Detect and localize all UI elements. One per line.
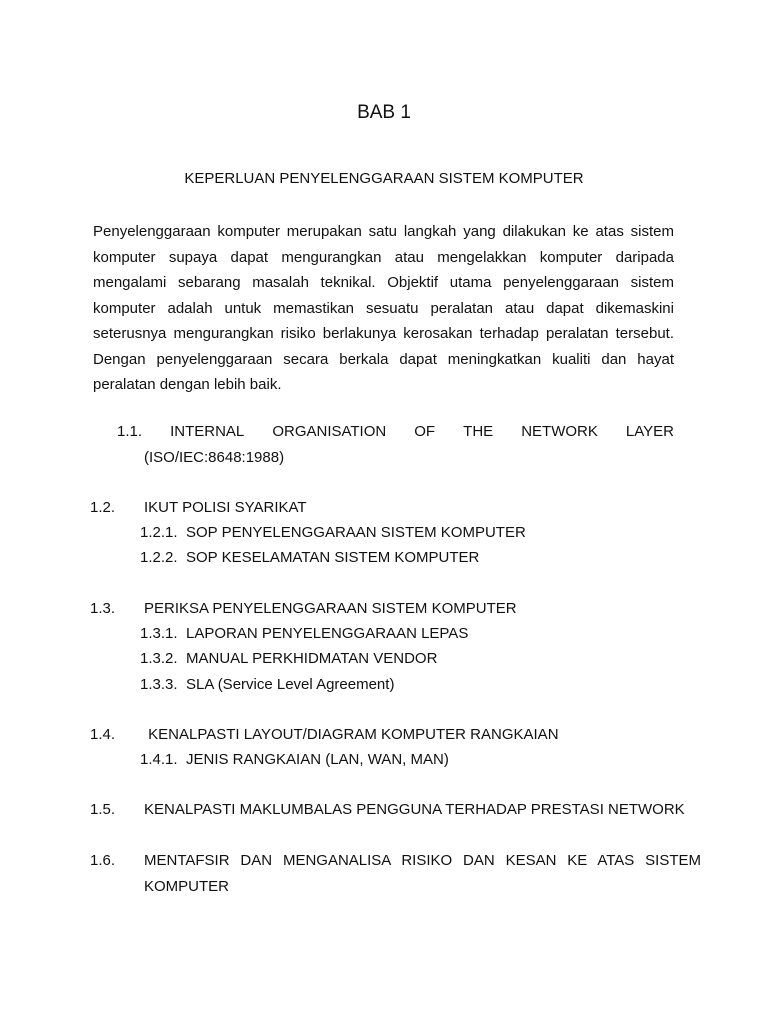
item-word: LAYER [625,423,674,440]
item-continuation: (ISO/IEC:8648:1988) [144,448,285,466]
chapter-heading: BAB 1 [357,102,411,123]
list-item-1-3 [90,596,701,622]
item-number: 1.6. [90,852,116,869]
item-text: PERIKSA PENYELENGGARAAN SISTEM KOMPUTER [144,600,517,617]
sub-text: LAPORAN PENYELENGGARAAN LEPAS [186,625,469,642]
item-number: 1.5. [90,801,116,818]
sub-item-1-2-1 [140,520,526,546]
sub-text: SOP KESELAMATAN SISTEM KOMPUTER [186,549,480,566]
list-item-1-6 [90,848,701,899]
section-title: KEPERLUAN PENYELENGGARAAN SISTEM KOMPUTER [184,170,584,187]
item-word: INTERNAL [170,423,245,440]
item-word: OF [414,423,436,440]
sub-item-1-3-2 [140,646,437,672]
item-number: 1.4. [90,726,116,743]
sub-item-1-3-1 [140,621,468,647]
item-word: NETWORK [521,423,598,440]
item-text: IKUT POLISI SYARIKAT [144,499,307,516]
item-text: KENALPASTI LAYOUT/DIAGRAM KOMPUTER RANGKAIAN [144,726,559,743]
item-text: KENALPASTI MAKLUMBALAS PENGGUNA TERHADAP PRESTASI NETWORK [144,801,685,818]
list-item-1-2 [90,495,701,521]
sub-item-1-4-1 [140,747,449,773]
intro-paragraph: Penyelenggaraan komputer merupakan satu langkah yang dilakukan ke atas sistem komputer supaya dapat mengurangkan atau mengelakkan komputer daripada mengalami sebarang masalah teknikal. Objektif utama penyelenggaraan sistem komputer adalah untuk memastikan sesuatu peralatan atau dapat dikemaskini seterusnya mengurangkan risiko berlakunya kerosakan terhadap peralatan tersebut. Dengan penyelenggaraan secara berkala dapat meningkatkan kualiti dan hayat peralatan dengan lebih baik. [93,223,674,393]
list-item-1-5 [90,797,701,823]
item-number: 1.3. [90,600,116,617]
sub-number: 1.2.1. [140,524,178,541]
sub-text: MANUAL PERKHIDMATAN VENDOR [186,650,438,667]
item-number: 1.2. [90,499,116,516]
item-word: THE [463,423,494,440]
list-item-1-4 [90,722,701,748]
sub-number: 1.3.3. [140,676,178,693]
sub-number: 1.2.2. [140,549,178,566]
sub-text: SLA (Service Level Agreement) [186,676,395,693]
sub-text: SOP PENYELENGGARAAN SISTEM KOMPUTER [186,524,526,541]
item-text: MENTAFSIR DAN MENGANALISA RISIKO DAN KESAN KE ATAS SISTEM KOMPUTER [144,852,701,895]
sub-text: JENIS RANGKAIAN (LAN, WAN, MAN) [186,751,449,768]
sub-item-1-3-3 [140,672,394,698]
sub-number: 1.3.1. [140,625,178,642]
item-number: 1.1. [117,423,143,440]
sub-number: 1.3.2. [140,650,178,667]
sub-item-1-2-2 [140,545,479,571]
list-item-1-1 [117,419,674,470]
item-word: ORGANISATION [272,423,387,440]
sub-number: 1.4.1. [140,751,178,768]
